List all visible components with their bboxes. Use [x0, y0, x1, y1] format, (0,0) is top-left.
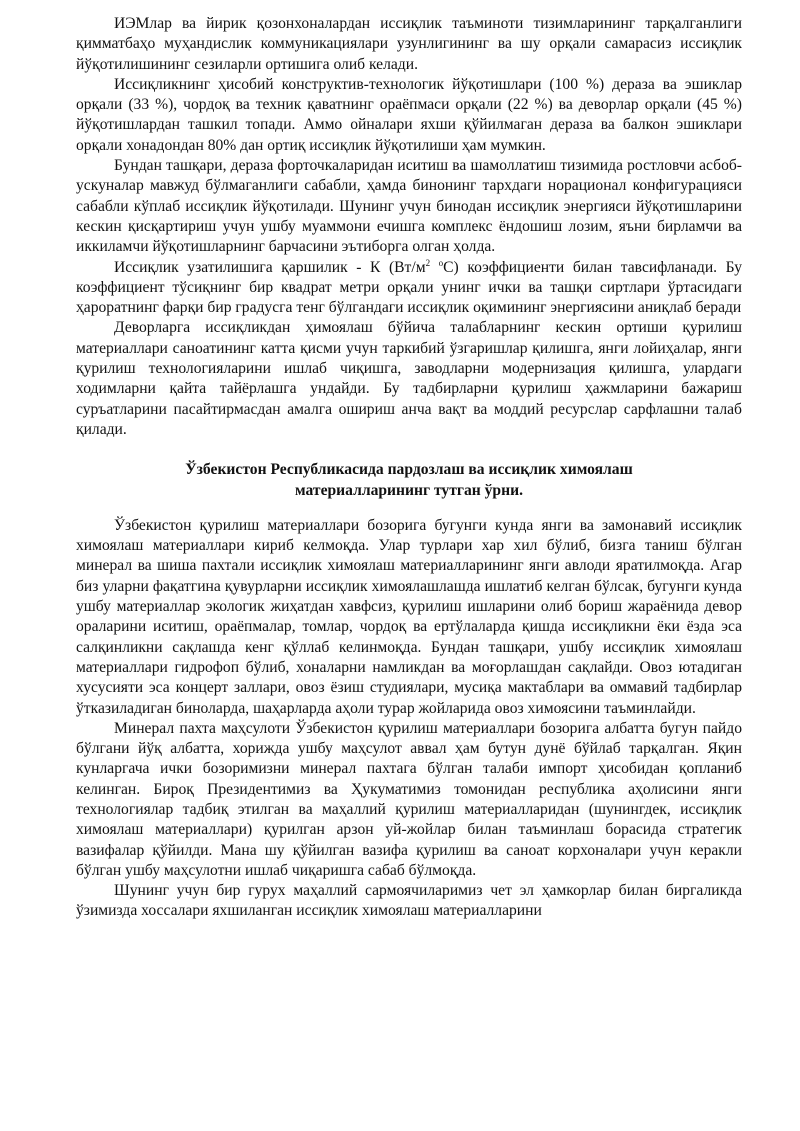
paragraph-heat-losses: Иссиқликнинг ҳисобий конструктив-технологик йўқотишлари (100 %) дераза ва эшиклар орқали (33 %), чордоқ ва техник қаватнинг ораёпмаси орқали (22 %) ва деворлар орқали (45 %) йўқотишлардан ташкил топади. Аммо ойналари яхши қўйилмаган дераза ва балкон эшиклари орқали хонадондан 80% дан ортиқ иссиқлик йўқотилиши ҳам мумкин.: [76, 75, 742, 154]
k-text-after: С) коэффициенти билан тавсифланади. Бу коэффициент тўсиқнинг бир квадрат метри орқали унинг ички ва ташқи сиртлари ўртасидаги ҳароратнинг фарқи бир градусга тенг бўлгандаги иссиқлик оқимининг энергиясини аниқлаб беради: [76, 258, 743, 317]
paragraph-wall-requirements: Деворларга иссиқликдан ҳимоялаш бўйича талабларнинг кескин ортиши қурилиш материаллари саноатининг катта қисми учун таркибий ўзгаришлар қилишга, янги лойиҳалар, янги қурилиш технологияларини ишлаб чиқишга, заводларни модернизация қилишга, улардаги ходимларни қайта тайёрлашга ундайди. Бу тадбирларни қурилиш ҳажмларини бажариш суръатларини пасайтирмасдан амалга ошириш анча вақт ва моддий ресурслар сарфлашни талаб қилади.: [76, 319, 742, 438]
superscript-degree: о: [438, 257, 444, 268]
paragraph-insulation-market: Ўзбекистон қурилиш материаллари бозорига бугунги кунда янги ва замонавий иссиқлик химоялаш материаллари кириб келмоқда. Улар турлари хар хил бўлиб, бизга таниш бўлган минерал ва шиша пахтали иссиқлик химоялаш материалларининг янги авлоди яратилмоқда. Агар биз уларни фақатгина қувурларни иссиқлик химоялашлашда ишлатиб келган бўлсак, бугунги кунда ушбу материаллар экологик жиҳатдан хавфсиз, қурилиш ишларини олиб бориш жараёнида девор ораларини иситиш, ораёпмалар, томлар, чордоқ ва ертўлаларда қишда иссиқликни ёки ёзда эса салқинликни сақлашда кенг қўллаб келинмоқда. Бундан ташқари, ушбу иссиқлик химоялаш материаллари гидрофоп бўлиб, хоналарни намликдан ва моғорлашдан сақлайди. Овоз ютадиган хусусияти эса концерт заллари, овоз ёзиш студиялари, мусиқа мактаблари ва оммавий тадбирлар ўтказиладиган биноларда, шаҳарларда аҳоли турар жойларида овоз химоясини таъминлайди.: [76, 516, 742, 717]
superscript-square: 2: [425, 257, 431, 268]
k-text-mid: [430, 259, 439, 276]
paragraph-heat-networks: ИЭМлар ва йирик қозонхоналардан иссиқлик таъминоти тизимларининг тарқалганлиги қимматбаҳо муҳандислик коммуникациялари узунлигининг ва шу орқали самарасиз иссиқлик йўқотилишининг сезиларли ортишига олиб келади.: [76, 15, 742, 73]
paragraph-mineral-wool: Минерал пахта маҳсулоти Ўзбекистон қурилиш материаллари бозорига албатта бугун пайдо бўлгани йўқ албатта, хорижда ушбу маҳсулот аввал ҳам бутун дунё бўйлаб тарқалган. Яқин кунларгача ички бозоримизни минерал пахтага бўлган талаби импорт ҳисобидан қопланиб келинган. Бироқ Президентимиз ва Ҳукуматимиз томонидан республика аҳолисини янги технологиялар тадбиқ этилган ва маҳаллий қурилиш материалларидан (шунингдек, иссиқлик химоялаш материаллари) қурилган арзон уй-жойлар билан таъминлаш борасида стратегик вазифалар қўйилди. Мана шу қўйилган вазифа қурилиш ва саноат корхоналари учун керакли бўлган ушбу маҳсулотни ишлаб чиқаришга сабаб бўлмоқда.: [76, 719, 742, 879]
k-text-before: Иссиқлик узатилишига қаршилик - К (Вт/м: [114, 258, 426, 276]
paragraph-k-coefficient: [76, 258, 742, 319]
document-page: [76, 14, 742, 922]
paragraph-local-investors: Шунинг учун бир гурух маҳаллий сармоячиларимиз чет эл ҳамкорлар билан биргаликда ўзимизда хоссалари яхшиланган иссиқлик химоялаш материалларини: [76, 882, 742, 920]
paragraph-ventilation: Бундан ташқари, дераза форточкаларидан иситиш ва шамоллатиш тизимида ростловчи асбоб-ускуналар мавжуд бўлмаганлиги сабабли, ҳамда бинонинг тархдаги норационал конфигурацияси сабабли кўплаб иссиқлик йўқотилади. Шунинг учун бинодан иссиқлик энергияси йўқотишларини кескин қисқартириш учун ушбу муаммони ечишга комплекс ёндошиш лозим, яъни бирламчи ва иккиламчи йўқотишларнинг барчасини эътиборга олган ҳолда.: [76, 157, 742, 256]
section-heading: Ўзбекистон Республикасида пардозлаш ва иссиқлик химоялаш материалларининг тутган ўрни.: [185, 461, 633, 499]
